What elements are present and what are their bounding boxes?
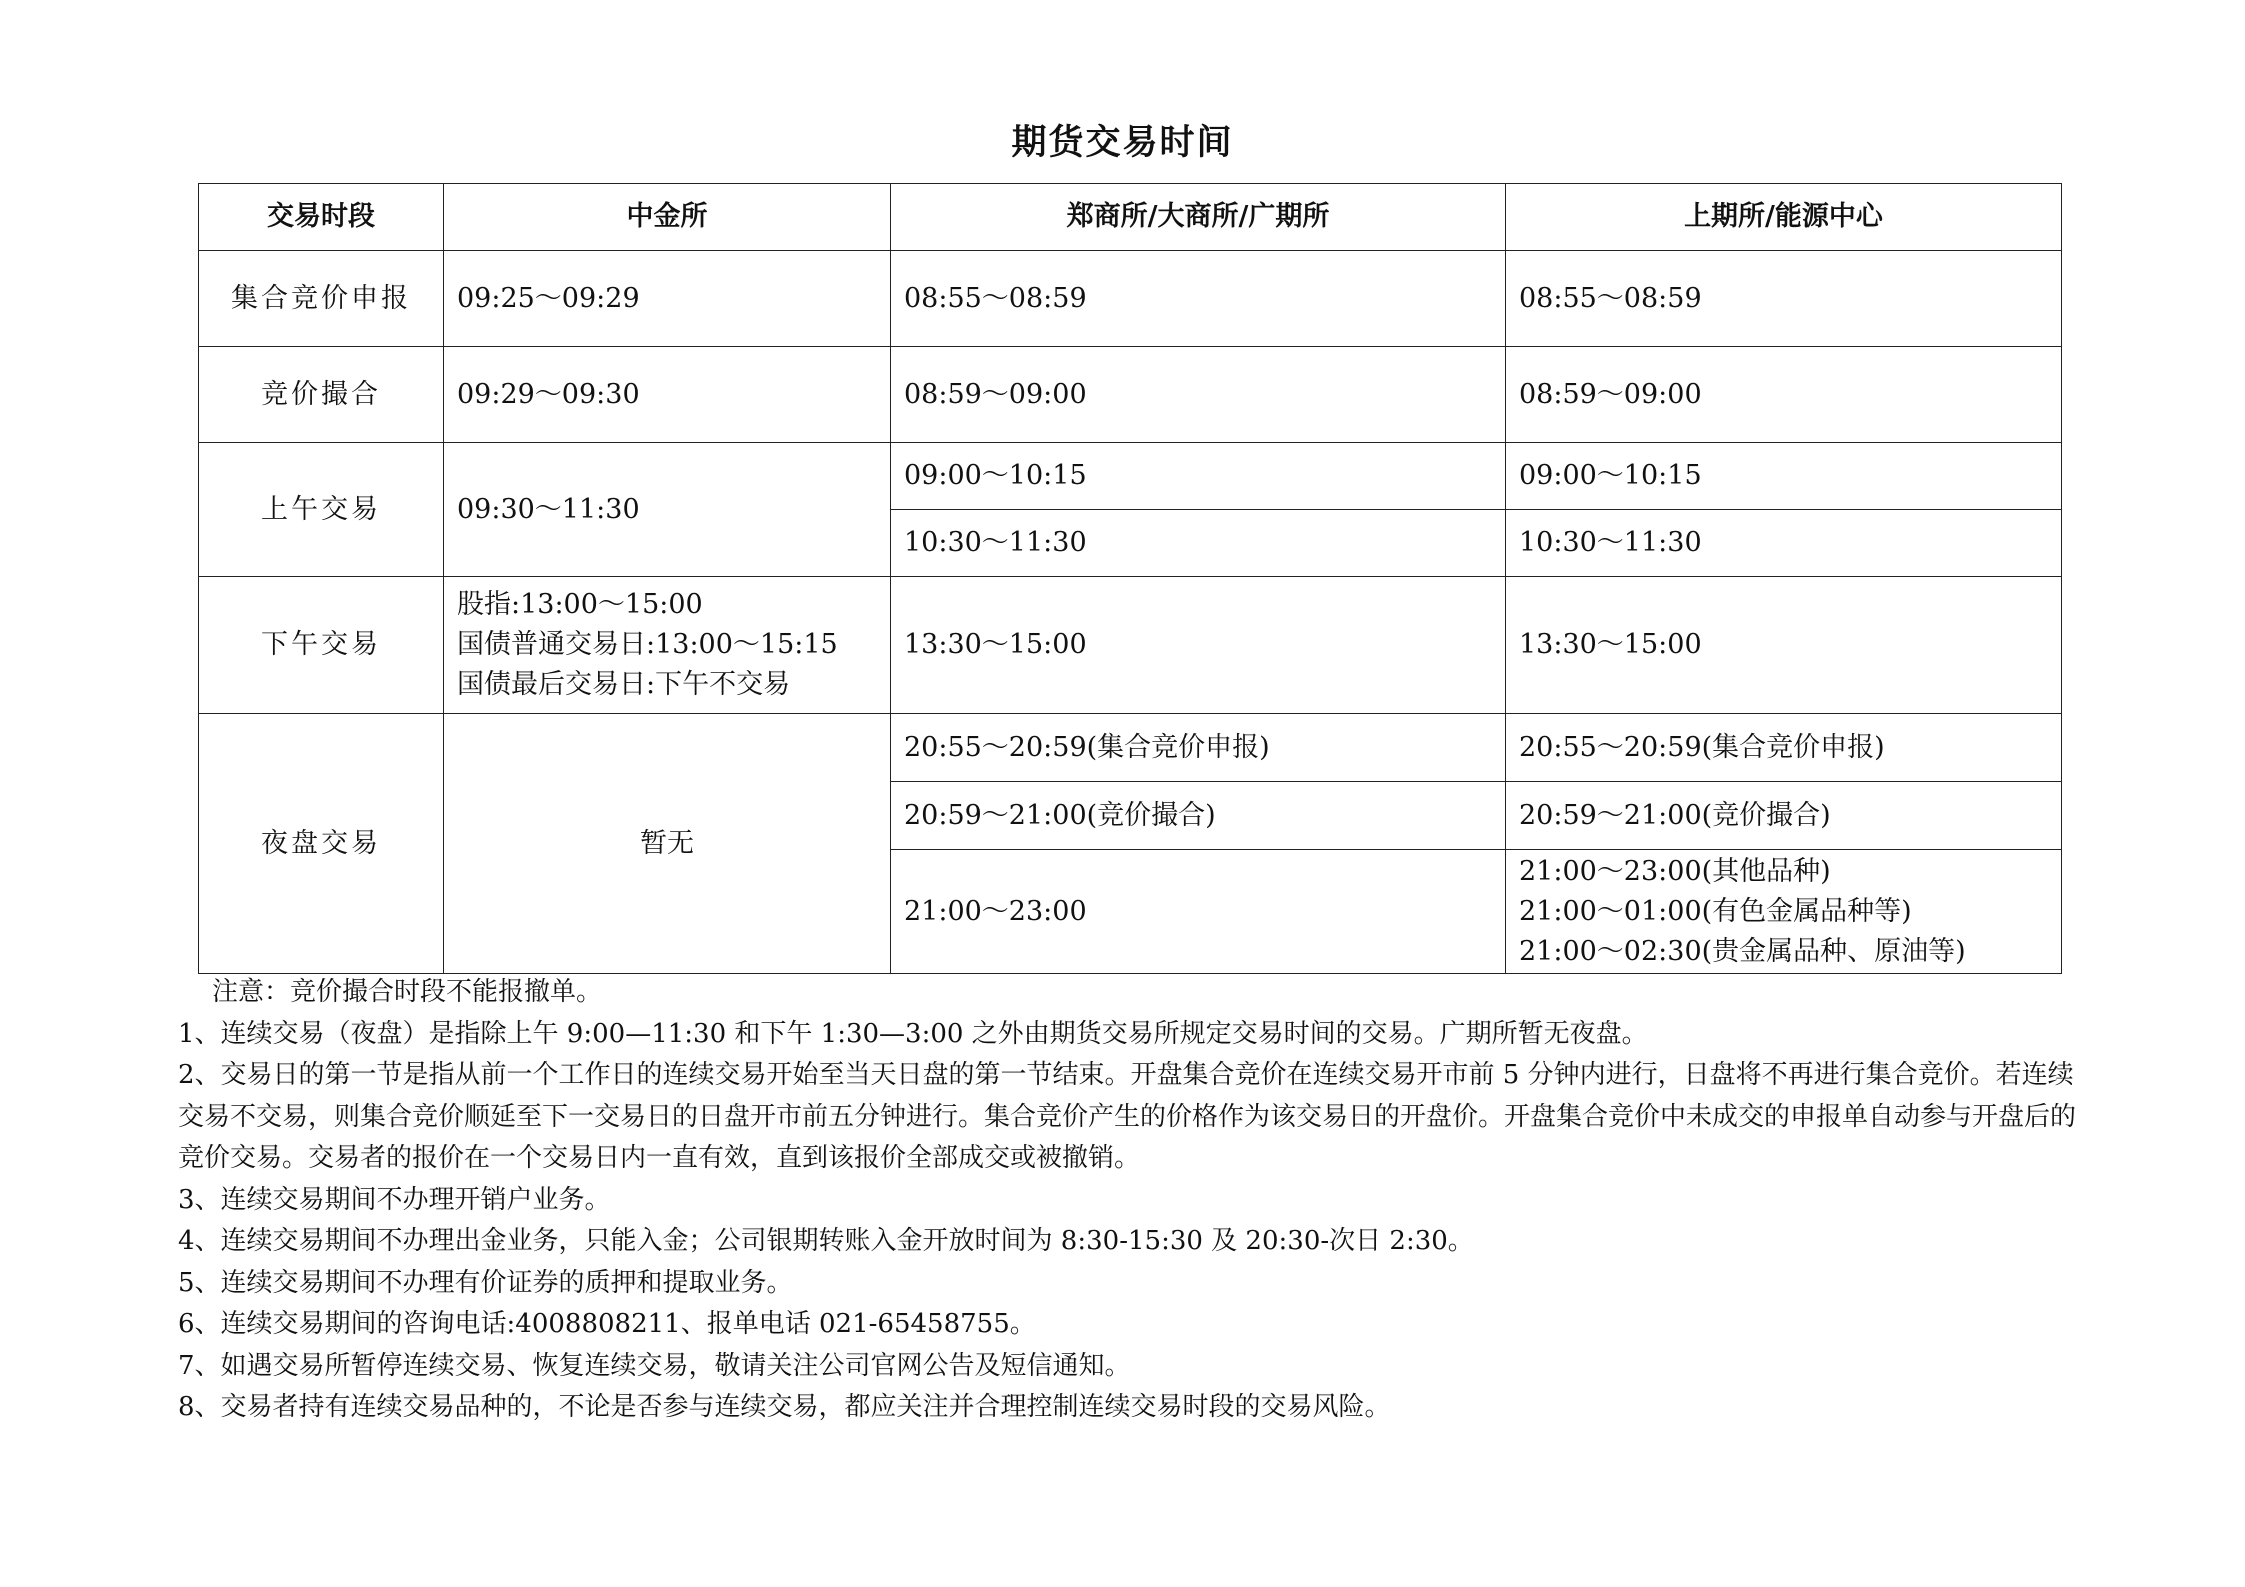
cffex-afternoon-line: 国债普通交易日:13:00～15:15: [457, 629, 838, 660]
shfe-night-line: 21:00～01:00(有色金属品种等): [1519, 895, 1912, 927]
table-row: [199, 577, 2062, 714]
notes-section: [178, 972, 2078, 1429]
header-shfe-ine: 上期所/能源中心: [1506, 184, 2062, 251]
shfe-night-line: 21:00～02:30(贵金属品种、原油等): [1519, 935, 1966, 967]
note-item: 2、交易日的第一节是指从前一个工作日的连续交易开始至当天日盘的第一节结束。开盘集合竞价在连续交易开市前 5 分钟内进行，日盘将不再进行集合竞价。若连续交易不交易，则集合竞价顺延至下一交易日的日盘开市前五分钟进行。集合竞价产生的价格作为该交易日的开盘价。开盘集合竞价中未成交的申报单自动参与开盘后的竞价交易。交易者的报价在一个交易日内一直有效，直到该报价全部成交或被撤销。: [178, 1060, 2077, 1173]
shfe-cell: [1506, 850, 2062, 974]
zce-cell: 13:30～15:00: [891, 577, 1506, 714]
note-item: 8、交易者持有连续交易品种的，不论是否参与连续交易，都应关注并合理控制连续交易时段的交易风险。: [178, 1392, 1391, 1422]
zce-cell: 08:55～08:59: [891, 251, 1506, 347]
cffex-cell: 09:30～11:30: [444, 443, 891, 577]
shfe-cell: 20:55～20:59(集合竞价申报): [1506, 714, 2062, 782]
header-session: 交易时段: [199, 184, 444, 251]
cffex-cell: 暂无: [444, 714, 891, 974]
note-item: 4、连续交易期间不办理出金业务，只能入金；公司银期转账入金开放时间为 8:30-15:30 及 20:30-次日 2:30。: [178, 1226, 1474, 1256]
note-item: 3、连续交易期间不办理开销户业务。: [178, 1184, 611, 1215]
trading-hours-table: [198, 183, 2062, 974]
shfe-night-line: 21:00～23:00(其他品种): [1519, 855, 1831, 887]
note-item: 5、连续交易期间不办理有价证券的质押和提取业务。: [178, 1267, 793, 1298]
note-item: 6、连续交易期间的咨询电话:4008808211、报单电话 021-65458755。: [178, 1309, 1036, 1339]
note-item: 1、连续交易（夜盘）是指除上午 9:00—11:30 和下午 1:30—3:00 之外由期货交易所规定交易时间的交易。广期所暂无夜盘。: [178, 1018, 1648, 1049]
shfe-cell: 09:00～10:15: [1506, 443, 2062, 510]
table-row: [199, 347, 2062, 443]
session-label: 集合竞价申报: [199, 251, 444, 347]
shfe-cell: 10:30～11:30: [1506, 510, 2062, 577]
cffex-cell: 09:29～09:30: [444, 347, 891, 443]
session-label: 上午交易: [199, 443, 444, 577]
session-label: 下午交易: [199, 577, 444, 714]
table-header-row: [199, 184, 2062, 251]
cffex-afternoon-line: 股指:13:00～15:00: [457, 589, 703, 620]
cffex-cell: 09:25～09:29: [444, 251, 891, 347]
header-zce-dce-gfex: 郑商所/大商所/广期所: [891, 184, 1506, 251]
zce-cell: 20:55～20:59(集合竞价申报): [891, 714, 1506, 782]
table-row: [199, 443, 2062, 510]
session-label: 竞价撮合: [199, 347, 444, 443]
session-label: 夜盘交易: [199, 714, 444, 974]
note-item: 7、如遇交易所暂停连续交易、恢复连续交易，敬请关注公司官网公告及短信通知。: [178, 1350, 1131, 1381]
zce-cell: 21:00～23:00: [891, 850, 1506, 974]
table-row: [199, 251, 2062, 347]
cffex-cell: [444, 577, 891, 714]
zce-cell: 20:59～21:00(竞价撮合): [891, 782, 1506, 850]
header-cffex: 中金所: [444, 184, 891, 251]
cffex-afternoon-line: 国债最后交易日:下午不交易: [457, 669, 791, 700]
shfe-cell: 20:59～21:00(竞价撮合): [1506, 782, 2062, 850]
shfe-cell: 08:59～09:00: [1506, 347, 2062, 443]
zce-cell: 09:00～10:15: [891, 443, 1506, 510]
shfe-cell: 08:55～08:59: [1506, 251, 2062, 347]
caution-note: 注意：竞价撮合时段不能报撤单。: [212, 977, 603, 1007]
zce-cell: 10:30～11:30: [891, 510, 1506, 577]
shfe-cell: 13:30～15:00: [1506, 577, 2062, 714]
zce-cell: 08:59～09:00: [891, 347, 1506, 443]
document-title: 期货交易时间: [1011, 122, 1234, 163]
table-row: [199, 714, 2062, 782]
